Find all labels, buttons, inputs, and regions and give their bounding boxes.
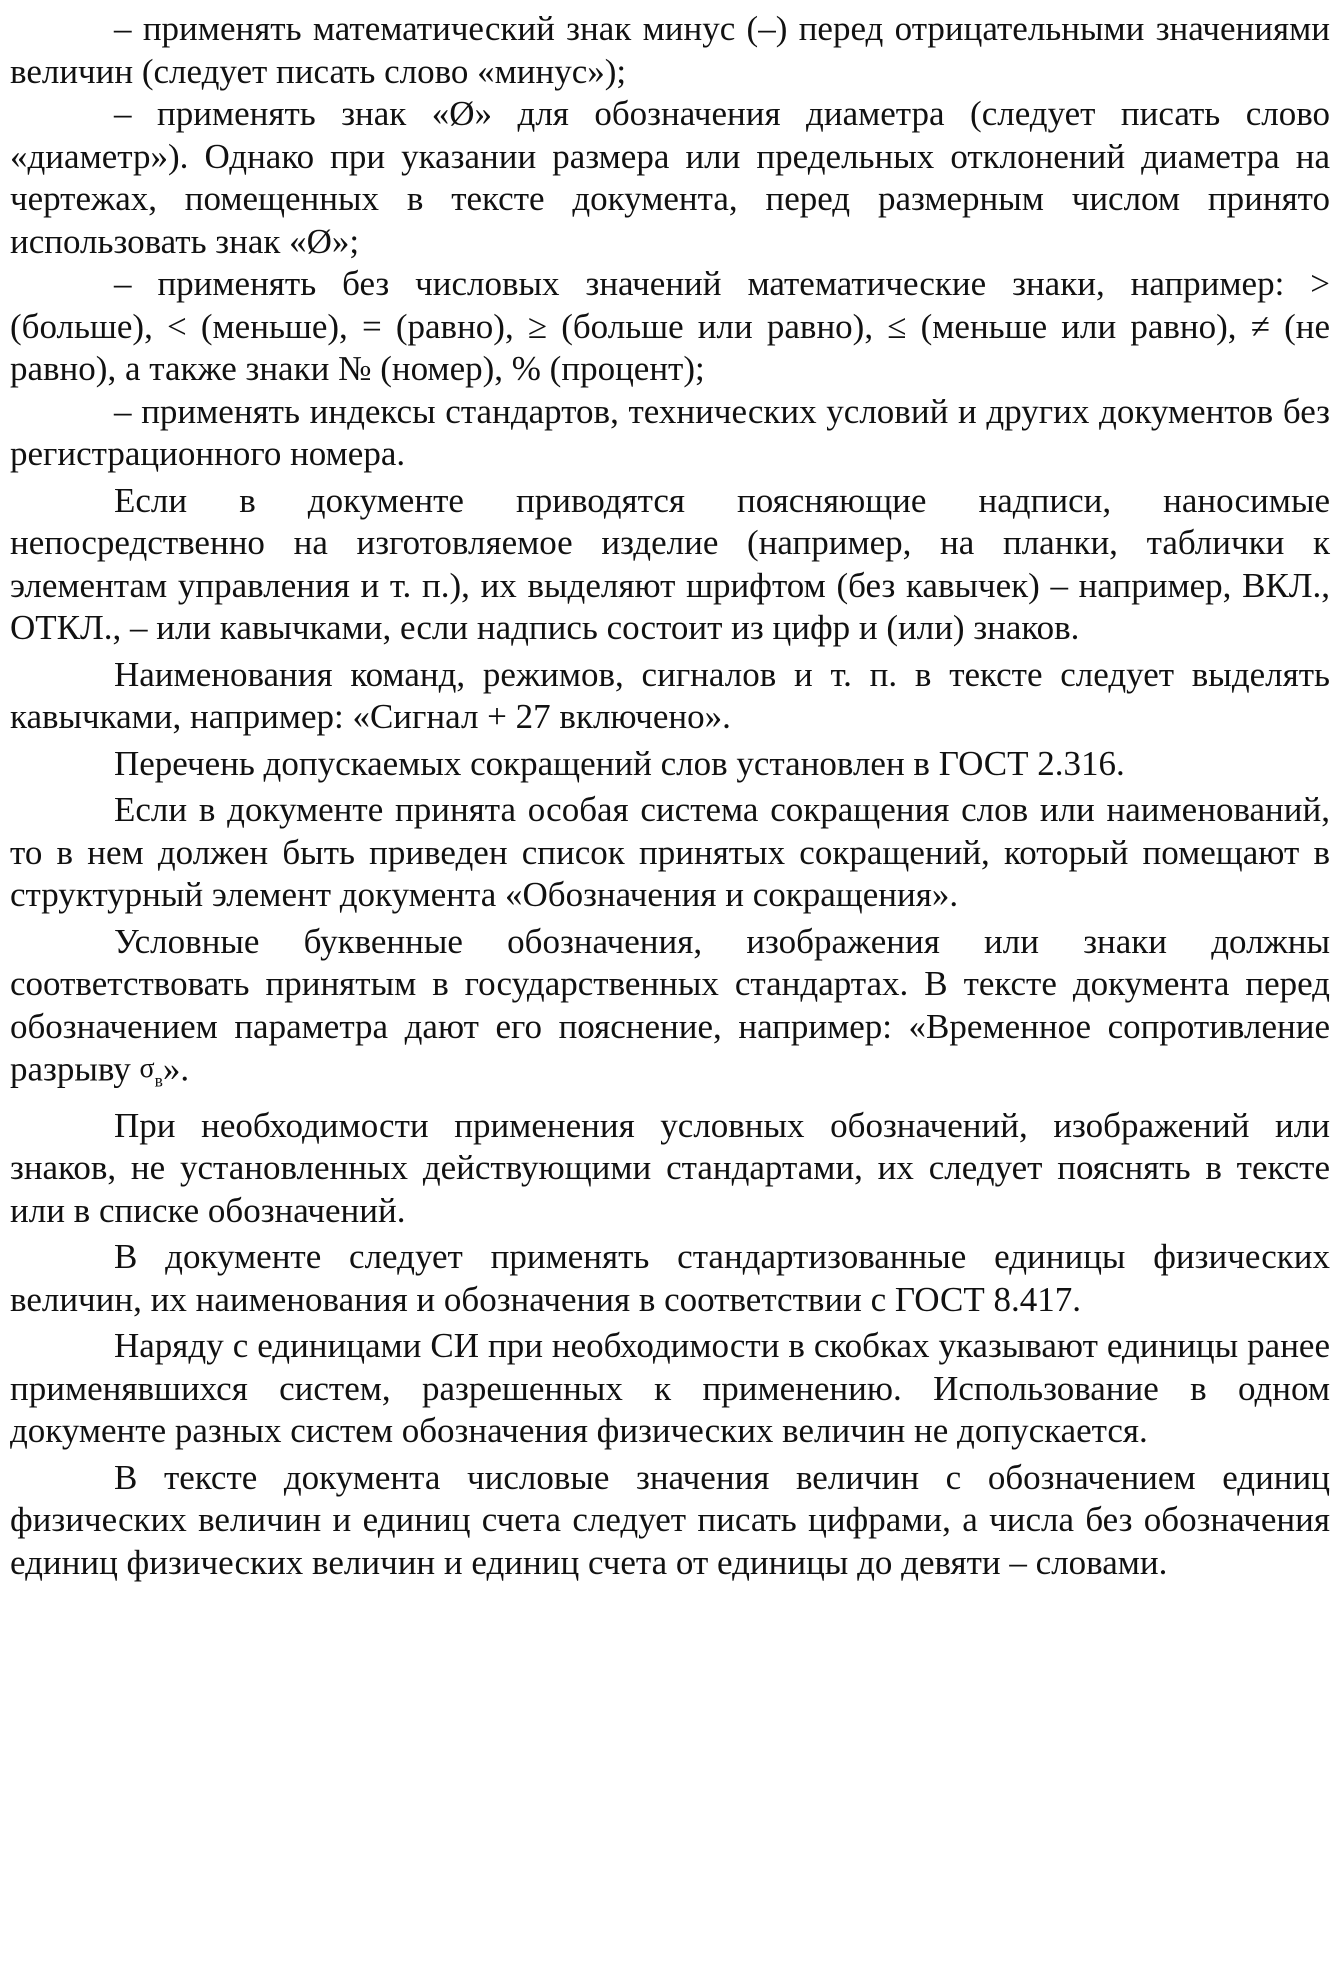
paragraph-custom-symbols: При необходимости применения условных обозначений, изображений или знаков, не установленных действующими стандартами, их следует пояснять в тексте или в списке обозначений. [10, 1105, 1330, 1230]
paragraph-inscriptions: Если в документе приводятся поясняющие надписи, наносимые непосредственно на изготовляемое изделие (например, на планки, таблички к элементам управления и т. п.), их выделяют шрифтом (без кавычек) – например, ВКЛ., ОТКЛ., – или кавычками, если надпись состоит из цифр и (или) знаков. [10, 480, 1330, 647]
paragraph-letter-symbols [10, 921, 1330, 1091]
sigma-symbol: σ [139, 1053, 155, 1084]
list-item-minus-sign: – применять математический знак минус (–) перед отрицательными значениями величин (следует писать слово «минус»); [10, 9, 1330, 91]
paragraph-abbreviations-gost: Перечень допускаемых сокращений слов установлен в ГОСТ 2.316. [114, 743, 1125, 783]
sigma-subscript: в [154, 1070, 163, 1091]
list-item-diameter-sign: – применять знак «Ø» для обозначения диаметра (следует писать слово «диаметр»). Однако при указании размера или предельных отклонений диаметра на чертежах, помещенных в тексте документа, перед размерным числом принято использовать знак «Ø»; [10, 94, 1330, 261]
paragraph-letter-symbols-end: ». [162, 1049, 190, 1089]
paragraph-letter-symbols-text: Условные буквенные обозначения, изображения или знаки должны соответствовать принятым в государственных стандартах. В тексте документа перед обозначением параметра дают его пояснение, например: «Временное сопротивление разрыву [10, 921, 1330, 1089]
paragraph-si-units: В документе следует применять стандартизованные единицы физических величин, их наименования и обозначения в соответствии с ГОСТ 8.417. [10, 1237, 1330, 1319]
list-item-standard-indexes: – применять индексы стандартов, технических условий и других документов без регистрационного номера. [10, 391, 1330, 473]
list-item-math-signs: – применять без числовых значений математические знаки, например: > (больше), < (меньше), = (равно), ≥ (больше или равно), ≤ (меньше или равно), ≠ (не равно), а также знаки № (номер), % (процент); [10, 264, 1330, 388]
paragraph-numeric-values: В тексте документа числовые значения величин с обозначением единиц физических величин и единиц счета следует писать цифрами, а числа без обозначения единиц физических величин и единиц счета от единицы до девяти – словами. [10, 1457, 1330, 1582]
paragraph-abbreviations-system: Если в документе принята особая система сокращения слов или наименований, то в нем должен быть приведен список принятых сокращений, который помещают в структурный элемент документа «Обозначения и сокращения». [10, 790, 1330, 914]
paragraph-legacy-units: Наряду с единицами СИ при необходимости в скобках указывают единицы ранее применявшихся систем, разрешенных к применению. Использование в одном документе разных систем обозначения физических величин не допускается. [10, 1326, 1330, 1451]
paragraph-commands: Наименования команд, режимов, сигналов и т. п. в тексте следует выделять кавычками, например: «Сигнал + 27 включено». [10, 654, 1330, 736]
